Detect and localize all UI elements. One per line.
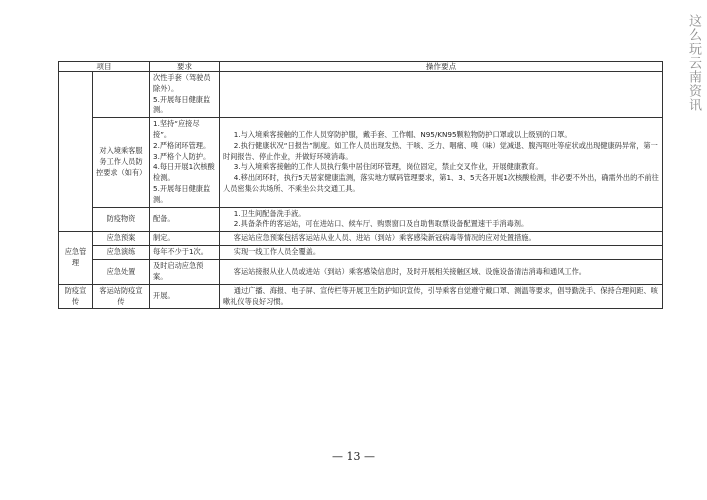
header-item: 项目 [59,62,150,72]
item-cell: 防疫物资 [93,207,150,232]
item-cell: 应急预案 [93,232,150,246]
table-row [59,72,663,118]
operation-cell: 客运站接报从业人员或进站（到站）乘客感染信息时，及时开展相关接触区域、设施设备清洁消毒和通风工作。 [220,260,663,285]
item-cell: 客运站防疫宣传 [93,284,150,309]
header-requirement: 要求 [150,62,220,72]
table-header-row [59,62,663,72]
table-row [59,284,663,309]
requirement-cell [150,72,220,118]
page-number: — 13 — [332,450,375,463]
table-row [59,246,663,260]
requirement-line: 2.严格闭环管理。 [153,140,211,150]
prevention-requirements-table [58,61,663,309]
item-cell-continued [93,72,150,118]
requirement-line: 1.坚持“应接尽接”。 [153,119,200,139]
operation-point: 2.执行健康状况“日报告”制度。如工作人员出现发热、干咳、乏力、咽痛、嗅（味）觉减退、腹泻呕吐等症状或出现健康码异常，第一时间报告、停止作业，并做好环境消毒。 [223,140,658,161]
operation-point: 3.与入境乘客接触的工作人员执行集中居住闭环管理，岗位固定，禁止交叉作业，开展健康教育。 [233,162,543,172]
group-cell: 防疫宣传 [59,284,93,309]
group-cell: 应急管理 [59,232,93,285]
group-cell-continued [59,72,93,232]
table-row [59,207,663,232]
requirement-cell: 开展。 [150,284,220,309]
table-row [59,118,663,207]
operation-cell [220,72,663,118]
watermark-text: 这么玩云南资讯 [686,14,701,112]
requirement-line: 4.每日开展1次核酸检测。 [153,162,215,183]
table-row [59,232,663,246]
requirement-cell: 每年不少于1次。 [150,246,220,260]
header-operation-points: 操作要点 [220,62,663,72]
operation-point: 1.与入境乘客接触的工作人员穿防护服，戴手套、工作帽、N95/KN95颗粒物防护口罩或以上级别的口罩。 [233,129,572,139]
requirement-cell: 配备。 [150,207,220,232]
item-cell: 对入境乘客服务工作人员防控要求（如有） [93,118,150,207]
requirement-line: 次性手套（驾驶员除外）。 [153,73,211,93]
item-cell: 应急演练 [93,246,150,260]
table-row [59,260,663,285]
operation-point: 1.卫生间配备洗手液。 [233,208,306,218]
requirement-line: 5.开展每日健康监测。 [153,94,211,115]
requirement-line: 5.开展每日健康监测。 [153,183,211,204]
requirement-cell [150,118,220,207]
operation-point: 4.移出闭环时，执行5天居家健康监测，落实地方赋码管理要求，第1、3、5天各开展1次核酸检测，非必要不外出，确需外出的不前往人员密集公共场所、不乘坐公共交通工具。 [223,173,659,193]
item-cell: 应急处置 [93,260,150,285]
operation-point: 2.具备条件的客运站，可在进站口、候车厅、购票窗口及自助售取票设备配置速干手消毒剂。 [233,219,529,229]
requirement-cell: 制定。 [150,232,220,246]
requirement-cell: 及时启动应急预案。 [150,260,220,285]
operation-cell: 通过广播、海报、电子屏、宣传栏等开展卫生防护知识宣传，引导乘客自觉遵守戴口罩、测温等要求，倡导勤洗手、保持合理间距、咳嗽礼仪等良好习惯。 [220,284,663,309]
operation-cell: 客运站应急预案包括客运站从业人员、进站（到站）乘客感染新冠病毒等情况的应对处置措施。 [220,232,663,246]
operation-cell [220,118,663,207]
operation-cell [220,207,663,232]
requirement-line: 3.严格个人防护。 [153,151,211,161]
operation-cell: 实现一线工作人员全覆盖。 [220,246,663,260]
